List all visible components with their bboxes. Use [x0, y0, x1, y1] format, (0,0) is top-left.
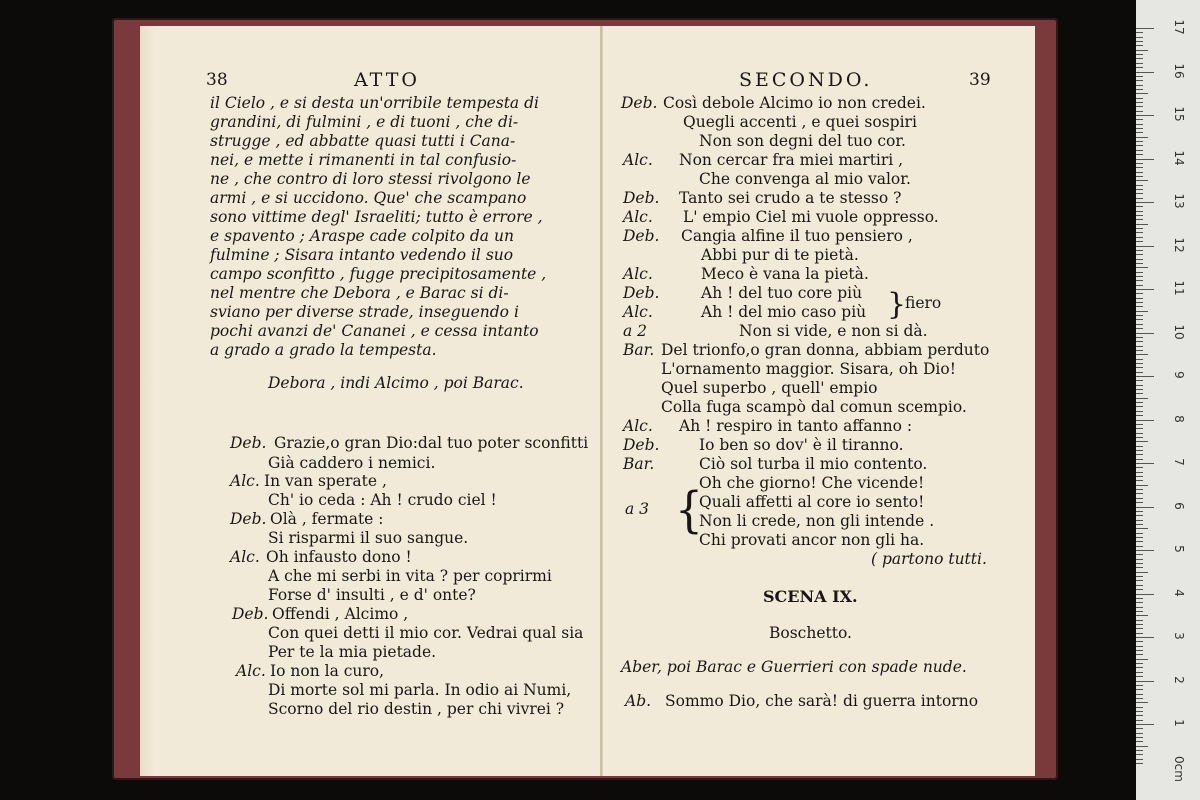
stage-text-line: armi , e si uccidono. Que' che scampano	[210, 189, 527, 207]
dialogue-line: Ah ! respiro in tanto affanno :	[679, 417, 913, 435]
ruler-number: 2	[1172, 675, 1186, 684]
brace-word: fiero	[905, 294, 942, 312]
ruler-tick	[1136, 763, 1143, 764]
ruler-tick	[1136, 119, 1143, 120]
speaker: Alc.	[623, 151, 653, 169]
trio-line: Non li crede, non gli intende .	[699, 512, 935, 530]
ruler-tick	[1136, 376, 1154, 377]
ruler-tick	[1136, 246, 1154, 247]
ruler-tick	[1136, 472, 1143, 473]
running-header: ATTO	[354, 69, 420, 91]
right-page	[602, 26, 1035, 776]
ruler-tick	[1136, 163, 1143, 164]
speaker: Deb.	[623, 227, 660, 245]
stage-text-line: nel mentre che Debora , e Barac si di-	[210, 284, 509, 302]
ruler-tick	[1136, 354, 1148, 355]
ruler-tick	[1136, 576, 1143, 577]
ruler-tick	[1136, 293, 1143, 294]
ruler-tick	[1136, 63, 1143, 64]
trio-line: Oh che giorno! Che vicende!	[699, 474, 925, 492]
dialogue-line: Oh infausto dono !	[266, 548, 412, 566]
ruler-number: 3	[1172, 632, 1186, 640]
speaker: Deb.	[623, 436, 660, 454]
ruler-tick	[1136, 72, 1154, 73]
ruler-tick	[1136, 607, 1143, 608]
ruler-tick	[1136, 93, 1148, 94]
brace-symbol: }	[887, 287, 907, 322]
ruler-tick	[1136, 141, 1143, 142]
ruler-tick	[1136, 363, 1143, 364]
dialogue-line: Ciò sol turba il mio contento.	[699, 455, 928, 473]
stage-text-line: e spavento ; Araspe cade colpito da un	[210, 227, 514, 245]
ruler-tick	[1136, 372, 1143, 373]
ruler-tick	[1136, 537, 1143, 538]
scene-heading: Debora , indi Alcimo , poi Barac.	[268, 374, 524, 392]
ruler-tick	[1136, 676, 1143, 677]
left-page	[140, 26, 602, 776]
ruler-tick	[1136, 315, 1143, 316]
ruler-tick	[1136, 206, 1143, 207]
ruler-tick	[1136, 654, 1143, 655]
dialogue-line: Non si vide, e non si dà.	[739, 322, 928, 340]
dialogue-line: Offendi , Alcimo ,	[272, 605, 409, 623]
ruler-number: 6	[1172, 501, 1186, 510]
ruler-tick	[1136, 402, 1143, 403]
speaker: Alc.	[230, 472, 260, 490]
ruler-tick	[1136, 259, 1143, 260]
ruler-number: 8	[1172, 414, 1186, 423]
ruler-tick	[1136, 406, 1143, 407]
ruler-tick	[1136, 137, 1148, 138]
ruler-tick	[1136, 150, 1143, 151]
ruler-tick	[1136, 689, 1143, 690]
ruler-tick	[1136, 272, 1143, 273]
ruler-tick	[1136, 489, 1143, 490]
dialogue-line: Ch' io ceda : Ah ! crudo ciel !	[268, 491, 497, 509]
ruler-tick	[1136, 185, 1143, 186]
page-number: 38	[206, 70, 228, 90]
ruler-tick	[1136, 663, 1143, 664]
ruler-tick	[1136, 602, 1143, 603]
ruler-tick	[1136, 533, 1143, 534]
ruler-tick	[1136, 493, 1143, 494]
stage-text-line: nei, e mette i rimanenti in tal confusio-	[210, 151, 517, 169]
ruler-tick	[1136, 541, 1143, 542]
stage-text-line: fulmine ; Sisara intanto vedendo il suo	[210, 246, 514, 264]
ruler-tick	[1136, 393, 1143, 394]
ruler-tick	[1136, 715, 1143, 716]
brace-symbol: {	[675, 482, 703, 539]
ruler-tick	[1136, 559, 1143, 560]
trio-label: a 3	[625, 500, 650, 518]
ruler-tick	[1136, 420, 1154, 421]
ruler-tick	[1136, 254, 1143, 255]
ruler-tick	[1136, 567, 1143, 568]
speaker: Deb.	[230, 434, 267, 452]
scene-setting: Boschetto.	[769, 624, 852, 642]
stage-text-line: ne , che contro di loro stessi rivolgono le	[210, 170, 531, 188]
dialogue-line: Grazie,o gran Dio:dal tuo poter sconfitti	[274, 434, 589, 452]
exit-note: ( partono tutti.	[871, 550, 987, 568]
speaker: Alc.	[236, 662, 266, 680]
speaker: Alc.	[230, 548, 260, 566]
ruler-tick	[1136, 58, 1143, 59]
ruler-tick	[1136, 32, 1143, 33]
ruler-number: 17	[1172, 19, 1186, 35]
ruler-tick	[1136, 580, 1143, 581]
ruler-number: 11	[1172, 280, 1186, 296]
ruler-tick	[1136, 80, 1143, 81]
page-number: 39	[969, 70, 991, 90]
ruler-tick	[1136, 615, 1148, 616]
ruler-tick	[1136, 389, 1143, 390]
ruler-tick	[1136, 193, 1143, 194]
ruler-tick	[1136, 154, 1143, 155]
dialogue-line: Di morte sol mi parla. In odio ai Numi,	[268, 681, 572, 699]
ruler-tick	[1136, 267, 1148, 268]
ruler-tick	[1136, 707, 1143, 708]
dialogue-line: Che convenga al mio valor.	[699, 170, 911, 188]
ruler-tick	[1136, 215, 1143, 216]
speaker: a 2	[623, 322, 648, 340]
ruler-tick	[1136, 502, 1143, 503]
ruler-tick	[1136, 702, 1148, 703]
stage-text-line: grandini, di fulmini , e di tuoni , che di-	[210, 113, 519, 131]
ruler-tick	[1136, 346, 1143, 347]
ruler-tick	[1136, 28, 1154, 29]
speaker: Deb.	[621, 94, 658, 112]
ruler-tick	[1136, 724, 1154, 725]
speaker: Deb.	[230, 510, 267, 528]
ruler-tick	[1136, 241, 1143, 242]
ruler-number: 5	[1172, 545, 1186, 553]
ruler-tick	[1136, 98, 1143, 99]
ruler-tick	[1136, 250, 1143, 251]
ruler-number: 16	[1172, 62, 1186, 79]
ruler-tick	[1136, 524, 1143, 525]
ruler-tick	[1136, 637, 1154, 638]
ruler-tick	[1136, 624, 1143, 625]
speaker: Alc.	[623, 303, 653, 321]
ruler-tick	[1136, 167, 1143, 168]
ruler-tick	[1136, 111, 1143, 112]
ruler-tick	[1136, 694, 1143, 695]
ruler-tick	[1136, 219, 1143, 220]
dialogue-line: A che mi serbi in vita ? per coprirmi	[268, 567, 552, 585]
ruler-tick	[1136, 50, 1148, 51]
ruler-tick	[1136, 550, 1154, 551]
ruler-tick	[1136, 224, 1148, 225]
ruler-tick	[1136, 415, 1143, 416]
dialogue-line: Scorno del rio destin , per chi vivrei ?	[268, 700, 565, 718]
ruler-tick	[1136, 263, 1143, 264]
dialogue-line: Forse d' insulti , e d' onte?	[268, 586, 476, 604]
ruler-tick	[1136, 589, 1143, 590]
stage-direction: Aber, poi Barac e Guerrieri con spade nude.	[621, 658, 967, 676]
dialogue-line: Olà , fermate :	[270, 510, 384, 528]
ruler-tick	[1136, 232, 1143, 233]
ruler-tick	[1136, 285, 1143, 286]
dialogue-line: Colla fuga scampò dal comun scempio.	[661, 398, 967, 416]
ruler-tick	[1136, 498, 1143, 499]
ruler-tick	[1136, 54, 1143, 55]
ruler-tick	[1136, 176, 1143, 177]
ruler-tick	[1136, 563, 1143, 564]
ruler-tick	[1136, 750, 1143, 751]
ruler-number: 10	[1172, 323, 1186, 340]
ruler-number: 1	[1172, 719, 1186, 727]
ruler-tick	[1136, 359, 1143, 360]
scene-title: SCENA IX.	[763, 587, 858, 606]
ruler-tick	[1136, 350, 1143, 351]
ruler-tick	[1136, 237, 1143, 238]
ruler-tick	[1136, 572, 1148, 573]
dialogue-line: Con quei detti il mio cor. Vedrai qual sia	[268, 624, 584, 642]
speaker: Deb.	[232, 605, 269, 623]
dialogue-line: Ah ! del mio caso più	[701, 303, 867, 321]
speaker: Ab.	[625, 692, 652, 710]
dialogue-line: L'ornamento maggior. Sisara, oh Dio!	[661, 360, 956, 378]
ruler-tick	[1136, 659, 1148, 660]
ruler-tick	[1136, 76, 1143, 77]
ruler-tick	[1136, 476, 1143, 477]
ruler-tick	[1136, 276, 1143, 277]
ruler-tick	[1136, 759, 1143, 760]
ruler-tick	[1136, 485, 1148, 486]
stage-text-line: strugge , ed abbatte quasi tutti i Cana-	[210, 132, 516, 150]
ruler-tick	[1136, 515, 1143, 516]
ruler-number: 0cm	[1172, 755, 1186, 782]
ruler-tick	[1136, 507, 1154, 508]
speaker: Deb.	[623, 189, 660, 207]
ruler-tick	[1136, 441, 1148, 442]
running-header: SECONDO.	[739, 69, 873, 91]
dialogue-line: Cangia alfine il tuo pensiero ,	[681, 227, 913, 245]
ruler-tick	[1136, 667, 1143, 668]
ruler-tick	[1136, 459, 1143, 460]
dialogue-line: Non son degni del tuo cor.	[699, 132, 906, 150]
ruler-tick	[1136, 446, 1143, 447]
measuring-ruler	[1136, 0, 1200, 800]
ruler-tick	[1136, 289, 1154, 290]
ruler-tick	[1136, 385, 1143, 386]
ruler-tick	[1136, 398, 1148, 399]
dialogue-line: Per te la mia pietade.	[268, 643, 437, 661]
speaker: Bar.	[623, 455, 655, 473]
ruler-tick	[1136, 698, 1143, 699]
ruler-tick	[1136, 41, 1143, 42]
dialogue-line: Tanto sei crudo a te stesso ?	[679, 189, 902, 207]
ruler-tick	[1136, 145, 1143, 146]
stage-text-line: a grado a grado la tempesta.	[210, 341, 437, 359]
ruler-number: 13	[1172, 193, 1186, 209]
ruler-tick	[1136, 89, 1143, 90]
ruler-tick	[1136, 115, 1154, 116]
ruler-tick	[1136, 650, 1143, 651]
ruler-tick	[1136, 102, 1143, 103]
ruler-tick	[1136, 324, 1143, 325]
ruler-tick	[1136, 711, 1143, 712]
ruler-number: 4	[1172, 588, 1186, 597]
ruler-tick	[1136, 328, 1143, 329]
ruler-tick	[1136, 450, 1143, 451]
ruler-tick	[1136, 202, 1154, 203]
ruler-tick	[1136, 681, 1154, 682]
ruler-tick	[1136, 511, 1143, 512]
ruler-tick	[1136, 337, 1143, 338]
speaker: Deb.	[623, 284, 660, 302]
dialogue-line: In van sperate ,	[264, 472, 387, 490]
speaker: Alc.	[623, 417, 653, 435]
ruler-number: 14	[1172, 149, 1186, 166]
ruler-tick	[1136, 594, 1154, 595]
ruler-tick	[1136, 554, 1143, 555]
ruler-tick	[1136, 424, 1143, 425]
ruler-tick	[1136, 633, 1143, 634]
dialogue-line: Non cercar fra miei martiri ,	[679, 151, 904, 169]
ruler-tick	[1136, 428, 1143, 429]
dialogue-line: Meco è vana la pietà.	[701, 265, 869, 283]
ruler-tick	[1136, 124, 1143, 125]
ruler-tick	[1136, 45, 1143, 46]
ruler-tick	[1136, 128, 1143, 129]
dialogue-line: Sommo Dio, che sarà! di guerra intorno	[665, 692, 979, 710]
ruler-tick	[1136, 685, 1143, 686]
stage-text-line: pochi avanzi de' Cananei , e cessa intanto	[210, 322, 539, 340]
ruler-number: 9	[1172, 371, 1186, 379]
ruler-tick	[1136, 520, 1143, 521]
dialogue-line: Io ben so dov' è il tiranno.	[699, 436, 904, 454]
ruler-tick	[1136, 319, 1143, 320]
ruler-tick	[1136, 754, 1143, 755]
dialogue-line: Io non la curo,	[270, 662, 385, 680]
dialogue-line: Così debole Alcimo io non credei.	[663, 94, 926, 112]
page-edge	[140, 26, 156, 776]
stage-text-line: sviano per diverse strade, inseguendo i	[210, 303, 519, 321]
stage-text-line: sono vittime degl' Israeliti; tutto è errore ,	[210, 208, 543, 226]
ruler-tick	[1136, 106, 1143, 107]
ruler-number: 12	[1172, 236, 1186, 253]
ruler-number: 7	[1172, 458, 1186, 466]
ruler-tick	[1136, 380, 1143, 381]
ruler-tick	[1136, 211, 1143, 212]
ruler-tick	[1136, 628, 1143, 629]
speaker: Bar.	[623, 341, 655, 359]
ruler-tick	[1136, 641, 1143, 642]
ruler-tick	[1136, 306, 1143, 307]
dialogue-line: Quegli accenti , e quei sospiri	[683, 113, 917, 131]
ruler-tick	[1136, 341, 1143, 342]
ruler-tick	[1136, 437, 1143, 438]
ruler-tick	[1136, 85, 1143, 86]
stage-text-line: il Cielo , e si desta un'orribile tempesta di	[210, 94, 539, 112]
ruler-tick	[1136, 311, 1148, 312]
ruler-tick	[1136, 733, 1143, 734]
ruler-tick	[1136, 198, 1143, 199]
ruler-tick	[1136, 463, 1154, 464]
ruler-tick	[1136, 302, 1143, 303]
ruler-tick	[1136, 367, 1143, 368]
ruler-tick	[1136, 189, 1143, 190]
ruler-tick	[1136, 37, 1143, 38]
ruler-tick	[1136, 228, 1143, 229]
ruler-tick	[1136, 280, 1143, 281]
ruler-tick	[1136, 720, 1143, 721]
speaker: Alc.	[623, 208, 653, 226]
ruler-tick	[1136, 546, 1143, 547]
ruler-tick	[1136, 585, 1143, 586]
ruler-tick	[1136, 411, 1143, 412]
dialogue-line: Ah ! del tuo core più	[701, 284, 863, 302]
speaker: Alc.	[623, 265, 653, 283]
dialogue-line: Abbi pur di te pietà.	[701, 246, 859, 264]
ruler-tick	[1136, 67, 1143, 68]
trio-line: Quali affetti al core io sento!	[699, 493, 925, 511]
ruler-number: 15	[1172, 106, 1186, 122]
ruler-tick	[1136, 333, 1154, 334]
ruler-tick	[1136, 672, 1143, 673]
ruler-tick	[1136, 646, 1143, 647]
ruler-tick	[1136, 728, 1143, 729]
ruler-tick	[1136, 433, 1143, 434]
ruler-tick	[1136, 159, 1154, 160]
dialogue-line: Già caddero i nemici.	[268, 454, 436, 472]
ruler-tick	[1136, 741, 1143, 742]
ruler-tick	[1136, 746, 1148, 747]
ruler-tick	[1136, 480, 1143, 481]
dialogue-line: Quel superbo , quell' empio	[661, 379, 878, 397]
trio-line: Chi provati ancor non gli ha.	[699, 531, 925, 549]
ruler-tick	[1136, 172, 1143, 173]
dialogue-line: L' empio Ciel mi vuole oppresso.	[683, 208, 939, 226]
ruler-tick	[1136, 467, 1143, 468]
ruler-tick	[1136, 298, 1143, 299]
ruler-tick	[1136, 598, 1143, 599]
ruler-tick	[1136, 454, 1143, 455]
dialogue-line: Si risparmi il suo sangue.	[268, 529, 469, 547]
ruler-tick	[1136, 620, 1143, 621]
ruler-tick	[1136, 528, 1148, 529]
ruler-tick	[1136, 737, 1143, 738]
ruler-tick	[1136, 611, 1143, 612]
ruler-tick	[1136, 132, 1143, 133]
ruler-tick	[1136, 180, 1148, 181]
dialogue-line: Del trionfo,o gran donna, abbiam perduto	[661, 341, 990, 359]
stage-text-line: campo sconfitto , fugge precipitosamente ,	[210, 265, 547, 283]
